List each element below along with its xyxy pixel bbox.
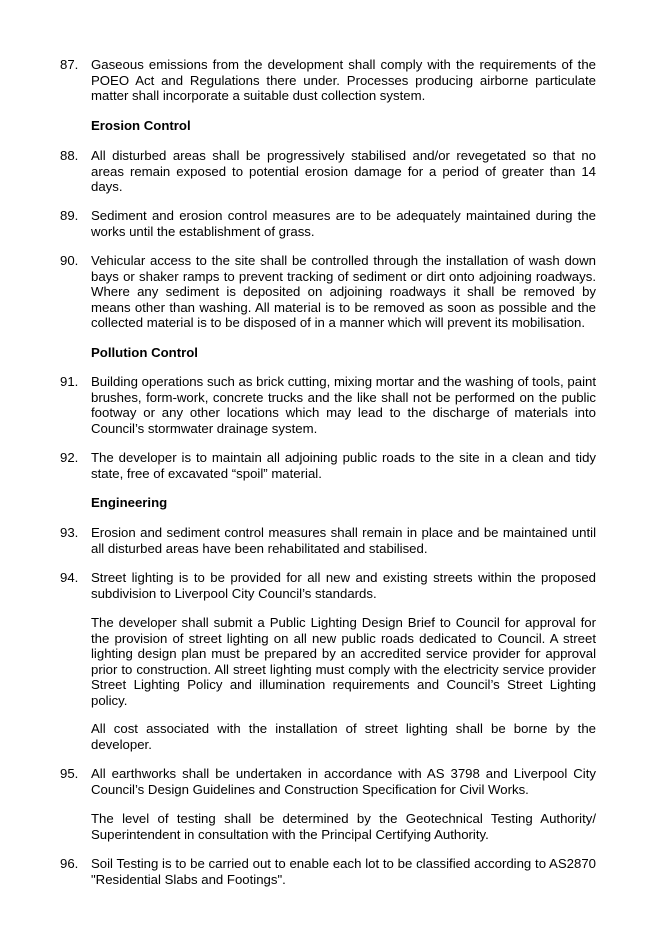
condition-91 bbox=[60, 374, 596, 436]
condition-93 bbox=[60, 525, 596, 556]
condition-text: Gaseous emissions from the development shall comply with the requirements of the POEO Act and Regulations there under. Processes producing airborne particulate matter shall incorporate a suitable dust collection system. bbox=[91, 57, 596, 104]
condition-number: 90. bbox=[60, 253, 79, 268]
condition-87 bbox=[60, 57, 596, 104]
condition-95 bbox=[60, 766, 596, 797]
condition-92 bbox=[60, 450, 596, 481]
condition-text: Vehicular access to the site shall be controlled through the installation of wash down bays or shaker ramps to prevent tracking of sediment or dirt onto adjoining roadways. Where any sediment is deposited on adjoining roadways it shall be removed by means other than washing. All material is to be removed as soon as possible and the collected material is to be disposed of in a manner which will prevent its mobilisation. bbox=[91, 253, 596, 331]
condition-number: 89. bbox=[60, 208, 79, 223]
condition-text: Sediment and erosion control measures are to be adequately maintained during the works until the establishment of grass. bbox=[91, 208, 596, 239]
testing-level-paragraph: The level of testing shall be determined by the Geotechnical Testing Authority/ Superintendent in consultation with the Principal Certifying Authority. bbox=[91, 811, 596, 842]
condition-text: All earthworks shall be undertaken in accordance with AS 3798 and Liverpool City Council’s Design Guidelines and Construction Specification for Civil Works. bbox=[91, 766, 596, 797]
heading-erosion-control: Erosion Control bbox=[91, 118, 191, 133]
condition-number: 92. bbox=[60, 450, 79, 465]
condition-88 bbox=[60, 148, 596, 195]
condition-number: 93. bbox=[60, 525, 79, 540]
condition-number: 87. bbox=[60, 57, 79, 72]
condition-number: 96. bbox=[60, 856, 79, 871]
lighting-brief-paragraph: The developer shall submit a Public Lighting Design Brief to Council for approval for the provision of street lighting on all new public roads dedicated to Council. A street lighting design plan must be prepared by an accredited service provider for approval prior to construction. All street lighting must comply with the electricity service provider Street Lighting Policy and illumination requirements and Council’s Street Lighting policy. bbox=[91, 615, 596, 708]
heading-pollution-control: Pollution Control bbox=[91, 345, 198, 360]
condition-number: 88. bbox=[60, 148, 79, 163]
condition-text: Street lighting is to be provided for all new and existing streets within the proposed subdivision to Liverpool City Council’s standards. bbox=[91, 570, 596, 601]
condition-number: 94. bbox=[60, 570, 79, 585]
condition-text: Soil Testing is to be carried out to enable each lot to be classified according to AS2870 "Residential Slabs and Footings". bbox=[91, 856, 596, 887]
heading-engineering: Engineering bbox=[91, 495, 168, 510]
condition-number: 91. bbox=[60, 374, 79, 389]
condition-89 bbox=[60, 208, 596, 239]
condition-text: Building operations such as brick cutting, mixing mortar and the washing of tools, paint brushes, form-work, concrete trucks and the like shall not be performed on the public footway or any other locations which may lead to the discharge of materials into Council’s stormwater drainage system. bbox=[91, 374, 596, 436]
condition-text: All disturbed areas shall be progressively stabilised and/or revegetated so that no areas remain exposed to potential erosion damage for a period of greater than 14 days. bbox=[91, 148, 596, 195]
condition-96 bbox=[60, 856, 596, 887]
condition-94 bbox=[60, 570, 596, 601]
lighting-cost-paragraph: All cost associated with the installation of street lighting shall be borne by the developer. bbox=[91, 721, 596, 752]
condition-90 bbox=[60, 253, 596, 331]
condition-text: The developer is to maintain all adjoining public roads to the site in a clean and tidy state, free of excavated “spoil” material. bbox=[91, 450, 596, 481]
condition-number: 95. bbox=[60, 766, 79, 781]
condition-text: Erosion and sediment control measures shall remain in place and be maintained until all disturbed areas have been rehabilitated and stabilised. bbox=[91, 525, 596, 556]
